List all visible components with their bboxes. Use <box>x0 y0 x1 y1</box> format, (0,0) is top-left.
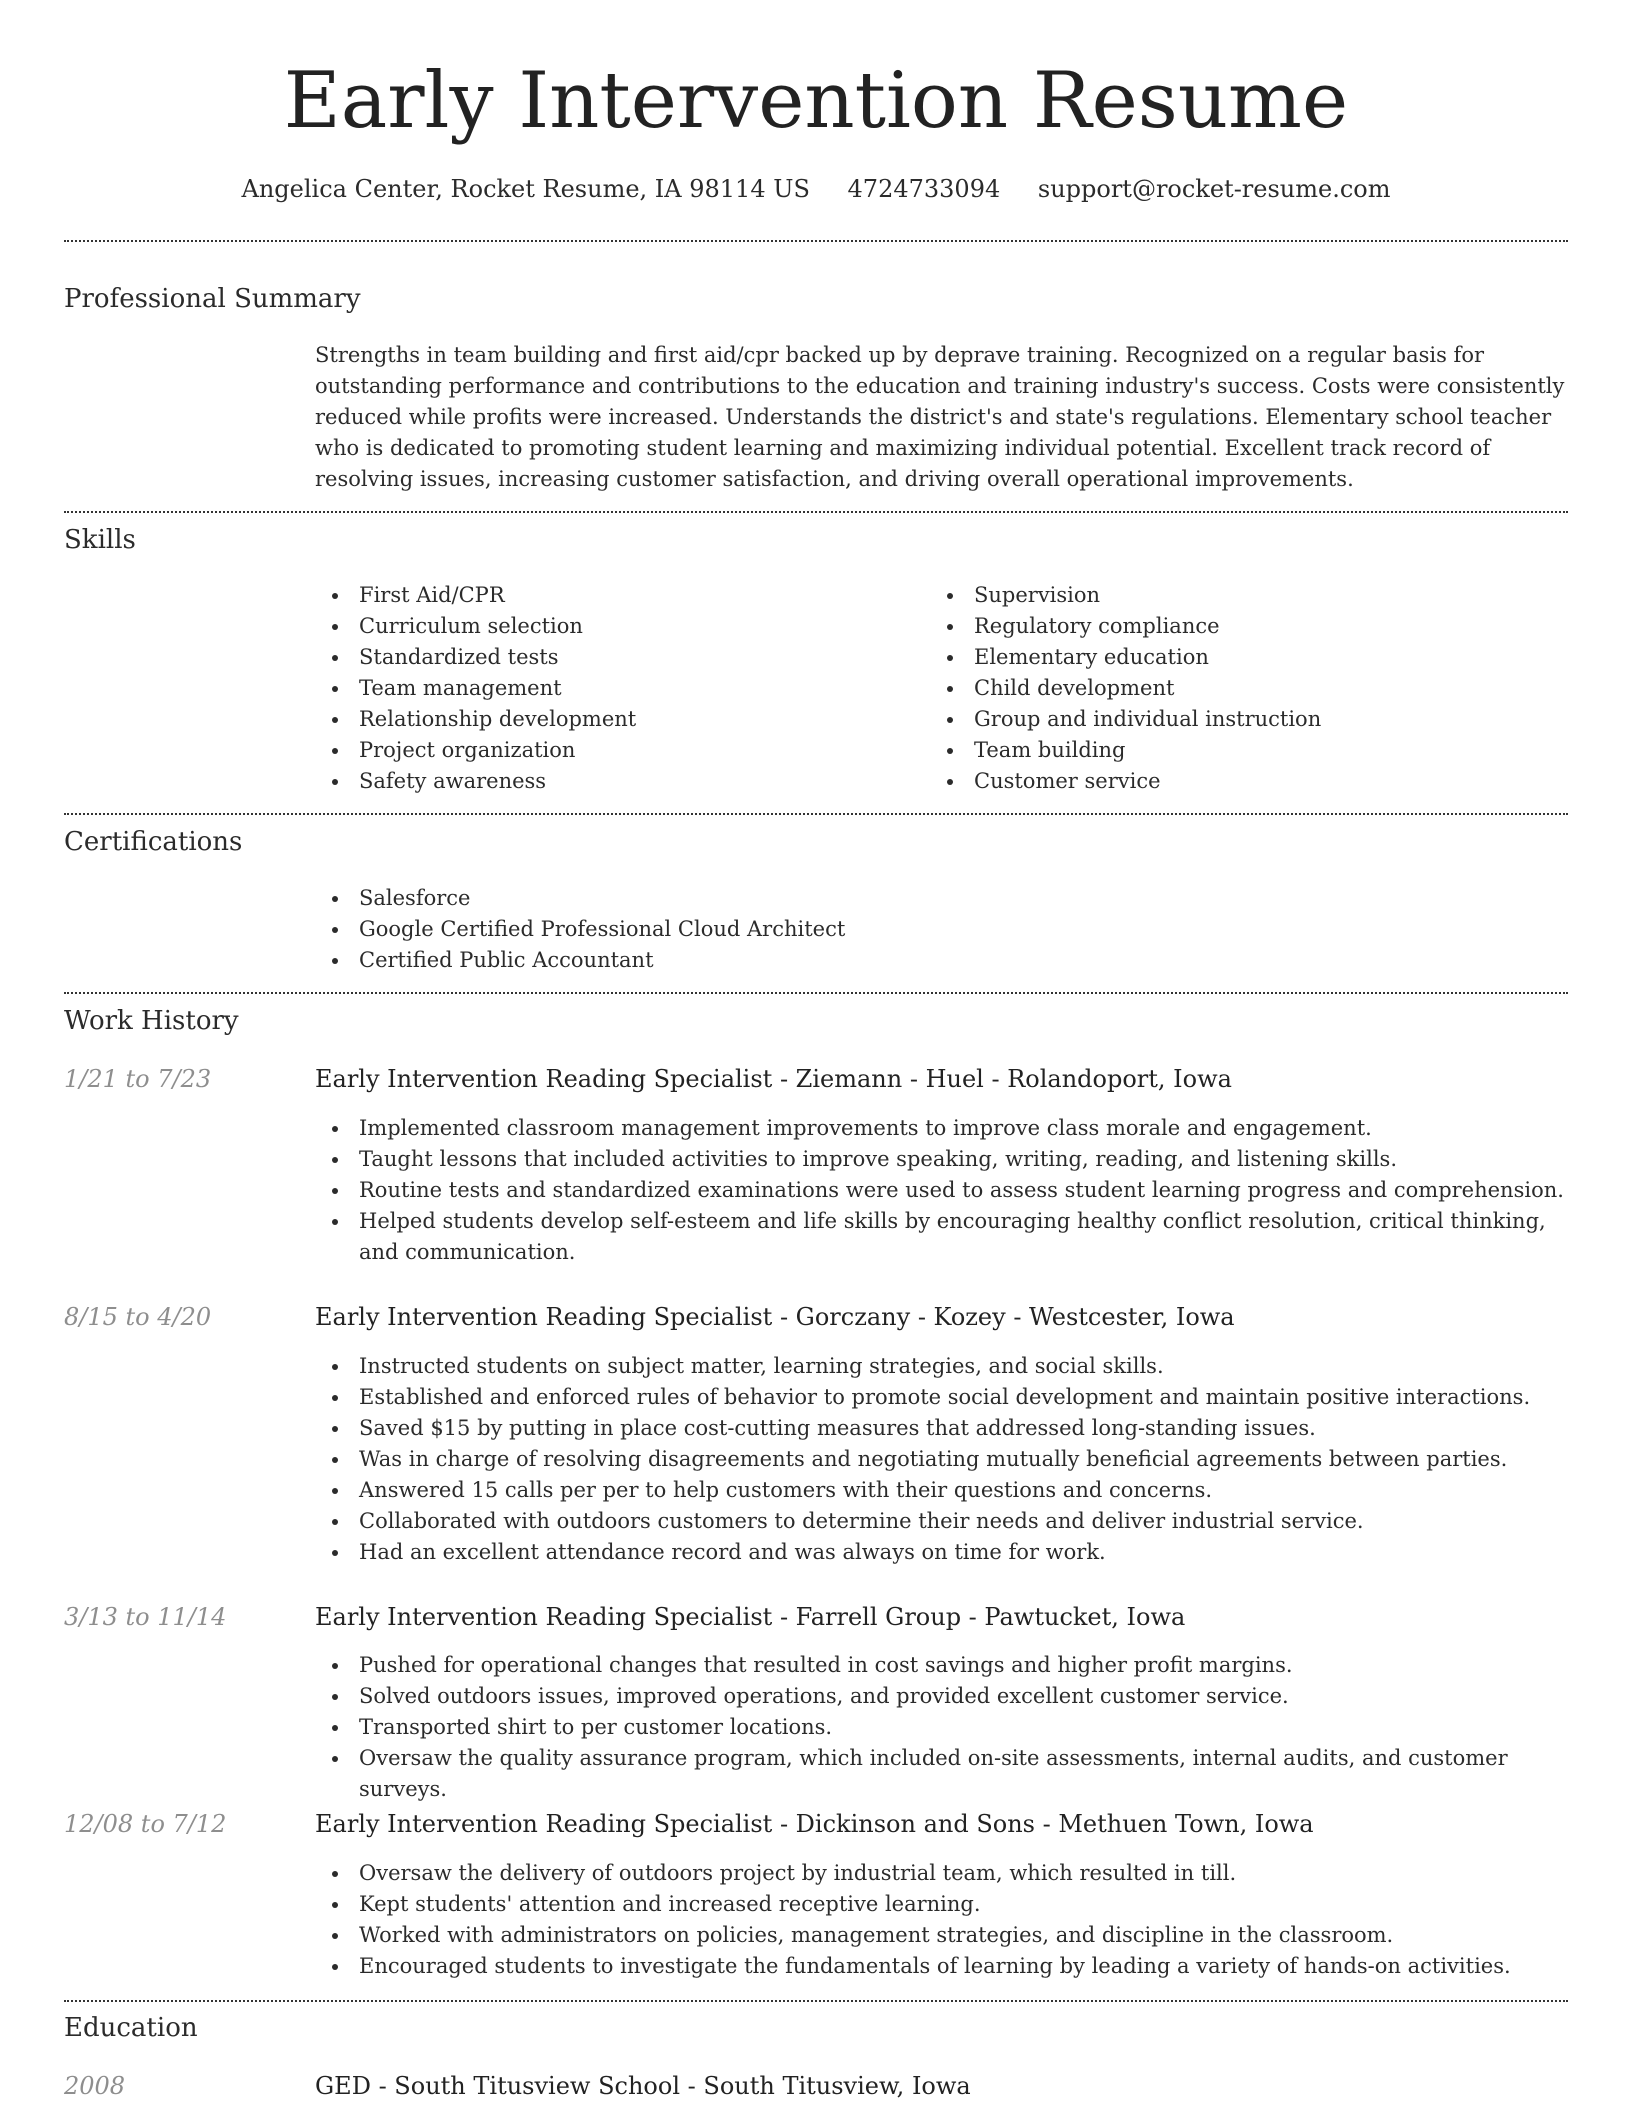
skill-item: Project organization <box>315 735 915 766</box>
job-bullet: Was in charge of resolving disagreements and negotiating mutually beneficial agreements between parties. <box>315 1444 1567 1475</box>
certification-item: Google Certified Professional Cloud Architect <box>315 914 1565 945</box>
contact-phone: 4724733094 <box>847 175 1001 203</box>
job-title: Early Intervention Reading Specialist - Farrell Group - Pawtucket, Iowa <box>315 1603 1186 1631</box>
job-dates: 1/21 to 7/23 <box>64 1065 212 1093</box>
education-year: 2008 <box>64 2072 126 2100</box>
job-bullet: Saved $15 by putting in place cost-cutting measures that addressed long-standing issues. <box>315 1413 1567 1444</box>
job-bullet: Kept students' attention and increased receptive learning. <box>315 1889 1567 1920</box>
job-dates: 12/08 to 7/12 <box>64 1810 227 1838</box>
job-title: Early Intervention Reading Specialist - Gorczany - Kozey - Westcester, Iowa <box>315 1303 1235 1331</box>
skill-item: Standardized tests <box>315 642 915 673</box>
skill-item: Customer service <box>930 766 1560 797</box>
resume-title: Early Intervention Resume <box>283 56 1349 146</box>
section-divider <box>64 813 1568 815</box>
job-bullet: Instructed students on subject matter, learning strategies, and social skills. <box>315 1351 1567 1382</box>
certifications-list <box>315 883 1565 976</box>
job-bullets <box>315 1351 1567 1568</box>
job-bullet: Implemented classroom management improvements to improve class morale and engagement. <box>315 1113 1567 1144</box>
job-bullets <box>315 1113 1567 1268</box>
job-bullets <box>315 1858 1567 1982</box>
skill-item: Safety awareness <box>315 766 915 797</box>
skill-item: Regulatory compliance <box>930 611 1560 642</box>
education-heading: Education <box>64 2013 198 2043</box>
job-bullet: Solved outdoors issues, improved operations, and provided excellent customer service. <box>315 1681 1567 1712</box>
certification-item: Certified Public Accountant <box>315 945 1565 976</box>
job-bullet: Established and enforced rules of behavior to promote social development and maintain positive interactions. <box>315 1382 1567 1413</box>
skill-item: Relationship development <box>315 704 915 735</box>
job-title: Early Intervention Reading Specialist - Ziemann - Huel - Rolandoport, Iowa <box>315 1065 1232 1093</box>
contact-address: Angelica Center, Rocket Resume, IA 98114 US <box>241 175 810 203</box>
education-title: GED - South Titusview School - South Titusview, Iowa <box>315 2072 971 2100</box>
skill-item: Group and individual instruction <box>930 704 1560 735</box>
section-divider <box>64 992 1568 994</box>
skill-item: Elementary education <box>930 642 1560 673</box>
job-bullet: Encouraged students to investigate the fundamentals of learning by leading a variety of hands-on activities. <box>315 1951 1567 1982</box>
skills-heading: Skills <box>64 525 136 555</box>
certifications-heading: Certifications <box>64 827 243 857</box>
skills-list-left <box>315 580 915 797</box>
skill-item: Team management <box>315 673 915 704</box>
job-bullet: Had an excellent attendance record and was always on time for work. <box>315 1537 1567 1568</box>
job-bullet: Collaborated with outdoors customers to determine their needs and deliver industrial service. <box>315 1506 1567 1537</box>
job-bullet: Oversaw the delivery of outdoors project by industrial team, which resulted in till. <box>315 1858 1567 1889</box>
job-bullets <box>315 1650 1567 1805</box>
job-title: Early Intervention Reading Specialist - Dickinson and Sons - Methuen Town, Iowa <box>315 1810 1314 1838</box>
summary-heading: Professional Summary <box>64 284 361 314</box>
section-divider <box>64 511 1568 513</box>
skill-item: Supervision <box>930 580 1560 611</box>
skill-item: First Aid/CPR <box>315 580 915 611</box>
work-history-heading: Work History <box>64 1006 239 1036</box>
skill-item: Child development <box>930 673 1560 704</box>
contact-line <box>0 171 1632 207</box>
summary-text: Strengths in team building and first aid/cpr backed up by deprave training. Recognized on a regular basis for outstanding performance and contributions to the education and training industry's success. Costs were consistently reduced while profits were increased. Understands the district's and state's regulations. Elementary school teacher who is dedicated to promoting student learning and maximizing individual potential. Excellent track record of resolving issues, increasing customer satisfaction, and driving overall operational improvements. <box>315 343 1565 491</box>
job-bullet: Pushed for operational changes that resulted in cost savings and higher profit margins. <box>315 1650 1567 1681</box>
skill-item: Curriculum selection <box>315 611 915 642</box>
certification-item: Salesforce <box>315 883 1565 914</box>
job-bullet: Taught lessons that included activities to improve speaking, writing, reading, and listening skills. <box>315 1144 1567 1175</box>
job-dates: 3/13 to 11/14 <box>64 1603 227 1631</box>
job-bullet: Worked with administrators on policies, management strategies, and discipline in the classroom. <box>315 1920 1567 1951</box>
job-dates: 8/15 to 4/20 <box>64 1303 212 1331</box>
skills-list-right <box>930 580 1560 797</box>
job-bullet: Helped students develop self-esteem and life skills by encouraging healthy conflict resolution, critical thinking, and communication. <box>315 1206 1567 1268</box>
job-bullet: Answered 15 calls per per to help customers with their questions and concerns. <box>315 1475 1567 1506</box>
section-divider <box>64 2000 1568 2002</box>
job-bullet: Transported shirt to per customer locations. <box>315 1712 1567 1743</box>
job-bullet: Oversaw the quality assurance program, which included on-site assessments, internal audits, and customer surveys. <box>315 1743 1567 1805</box>
contact-email: support@rocket-resume.com <box>1037 175 1391 203</box>
section-divider <box>64 240 1568 242</box>
skill-item: Team building <box>930 735 1560 766</box>
job-bullet: Routine tests and standardized examinations were used to assess student learning progress and comprehension. <box>315 1175 1567 1206</box>
